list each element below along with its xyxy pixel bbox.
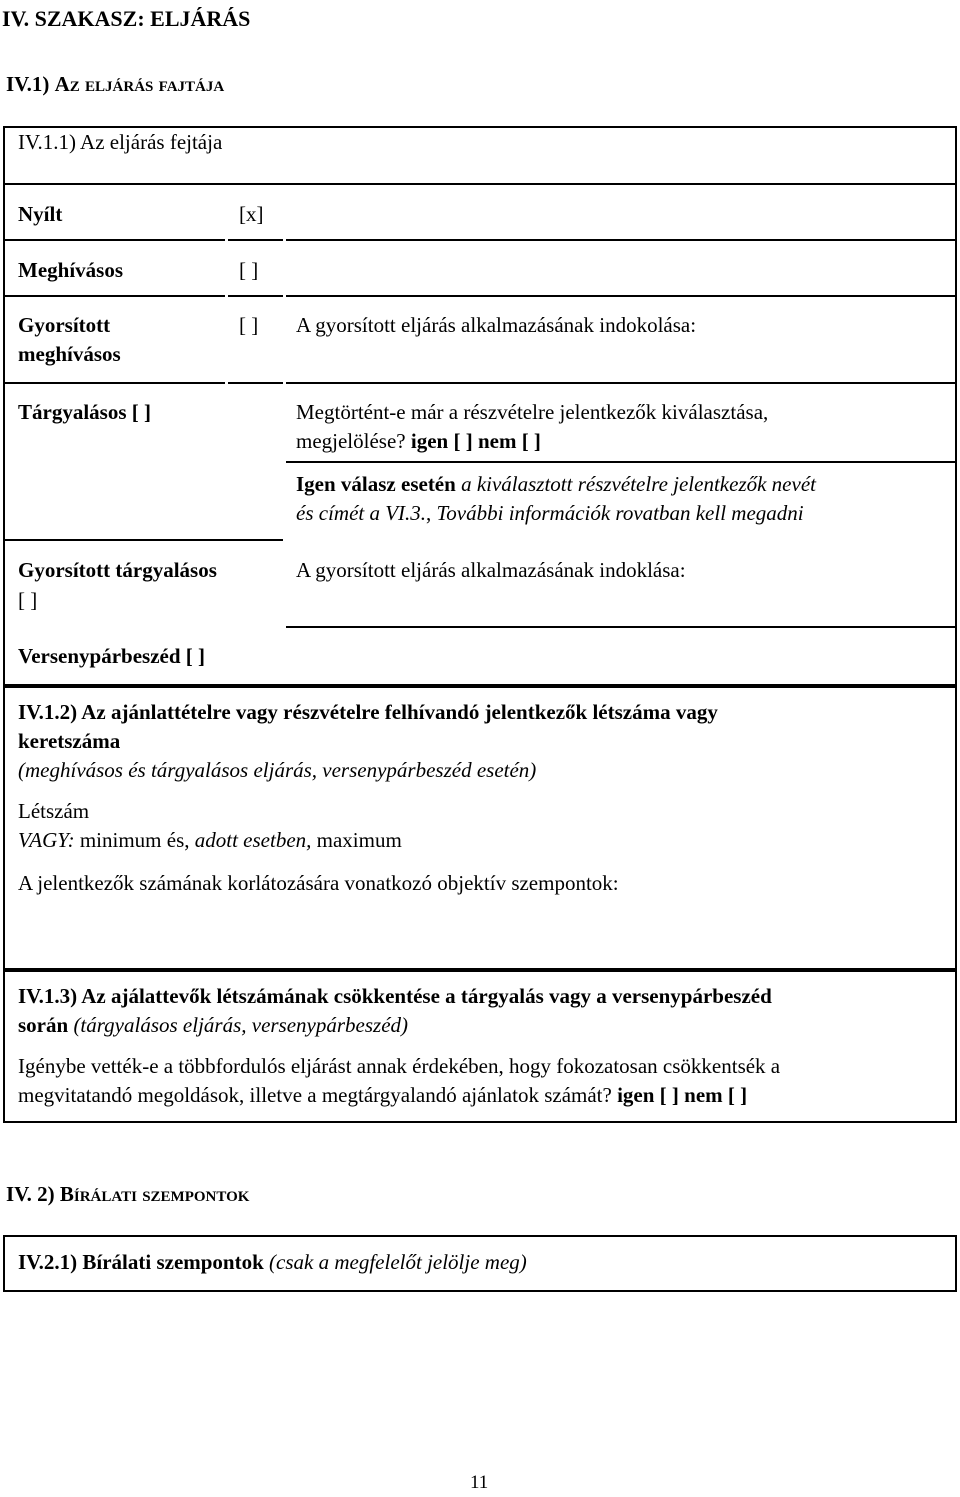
accelerated-negotiated-justification: A gyorsított eljárás alkalmazásának indoklása: [296, 558, 686, 582]
accelerated-restricted-justification: A gyorsított eljárás alkalmazásának indokolása: [296, 313, 697, 337]
negotiated-question-text: megjelölése? [296, 429, 411, 453]
negotiated-note-line-1 [296, 470, 816, 499]
maximum-text: maximum [311, 828, 402, 852]
box3-heading-italic: (tárgyalásos eljárás, versenypárbeszéd) [68, 1013, 409, 1037]
divider [228, 295, 283, 297]
box2-heading-1: IV.1.2) Az ajánlattételre vagy részvételre felhívandó jelentkezők létszáma vagy [18, 700, 718, 724]
divider [286, 461, 957, 463]
divider [3, 295, 225, 297]
section-title: IV. SZAKASZ: ELJÁRÁS [2, 6, 251, 31]
row-gyorsitott-targyalasos-checkbox[interactable]: [ ] [18, 588, 38, 612]
minimum-text: minimum és, [74, 828, 195, 852]
row-gyorsitott-meghivasos-label-1: Gyorsított [18, 313, 111, 337]
divider [286, 239, 957, 241]
negotiated-note-line-2 [296, 499, 804, 528]
section2-name: Bírálati szempontok [59, 1182, 250, 1206]
divider [3, 382, 225, 384]
row-targyalasos-label[interactable]: Tárgyalásos [ ] [18, 400, 151, 424]
negotiated-note-ref: és címét a VI.3. [296, 501, 427, 525]
row-versenyparbeszed-label[interactable]: Versenypárbeszéd [ ] [18, 644, 206, 668]
box4-heading-bold: IV.2.1) Bírálati szempontok [18, 1250, 264, 1274]
negotiated-question-line-2 [296, 427, 541, 456]
row-gyorsitott-targyalasos-label-1: Gyorsított tárgyalásos [18, 558, 217, 582]
box2-subheading: (meghívásos és tárgyalásos eljárás, versenypárbeszéd esetén) [18, 758, 537, 782]
row-meghivasos-checkbox[interactable]: [ ] [239, 258, 259, 282]
box4-heading [18, 1248, 527, 1277]
box3-heading-bold: során [18, 1013, 69, 1037]
multi-stage-question-text: megvitatandó megoldások, illetve a megtárgyalandó ajánlatok számát? [18, 1083, 618, 1107]
box3-heading-2 [18, 1011, 408, 1040]
page-number: 11 [470, 1472, 489, 1493]
multi-stage-question-2 [18, 1081, 747, 1110]
objective-criteria-label: A jelentkezők számának korlátozására vonatkozó objektív szempontok: [18, 871, 619, 895]
row-meghivasos-label: Meghívásos [18, 258, 123, 282]
subsection-name: Az eljárás fajtája [54, 72, 225, 96]
divider [3, 539, 283, 541]
subsection-prefix: IV.1) [6, 72, 55, 96]
divider [286, 295, 957, 297]
divider [3, 239, 225, 241]
divider [286, 626, 957, 628]
divider [228, 382, 283, 384]
negotiated-note-italic-end: További információk rovatban kell megadni [436, 501, 804, 525]
section2-title [6, 1180, 249, 1209]
box4-heading-italic: (csak a megfelelőt jelölje meg) [263, 1250, 527, 1274]
multi-stage-question-1: Igénybe vették-e a többfordulós eljárást annak érdekében, hogy fokozatosan csökkentsék a [18, 1054, 781, 1078]
box2-heading-2: keretszáma [18, 729, 121, 753]
negotiated-question-line-1: Megtörtént-e már a részvételre jelentkezők kiválasztása, [296, 400, 769, 424]
box3-heading-1: IV.1.3) Az ajálattevők létszámának csökkentése a tárgyalás vagy a versenypárbeszéd [18, 984, 772, 1008]
negotiated-yes-no-checkbox[interactable]: igen [ ] nem [ ] [410, 429, 541, 453]
subsection-title [6, 70, 224, 99]
divider [286, 382, 957, 384]
if-applicable-text: adott esetben, [194, 828, 312, 852]
negotiated-note-comma: , [426, 501, 437, 525]
row-nyilt-checkbox[interactable]: [x] [239, 202, 264, 226]
box1-heading: IV.1.1) Az eljárás fejtája [18, 130, 223, 154]
negotiated-note-italic: a kiválasztott részvételre jelentkezők nevét [455, 472, 816, 496]
row-nyilt-label: Nyílt [18, 202, 63, 226]
negotiated-note-bold: Igen válasz esetén [296, 472, 456, 496]
multi-stage-yes-no-checkbox[interactable]: igen [ ] nem [ ] [617, 1083, 748, 1107]
section2-prefix: IV. 2) [6, 1182, 60, 1206]
row-gyorsitott-meghivasos-checkbox[interactable]: [ ] [239, 313, 259, 337]
divider [228, 239, 283, 241]
divider [3, 183, 957, 185]
row-gyorsitott-meghivasos-label-2: meghívásos [18, 342, 121, 366]
or-label: VAGY: [18, 828, 75, 852]
min-max-line [18, 826, 402, 855]
headcount-label: Létszám [18, 799, 90, 823]
